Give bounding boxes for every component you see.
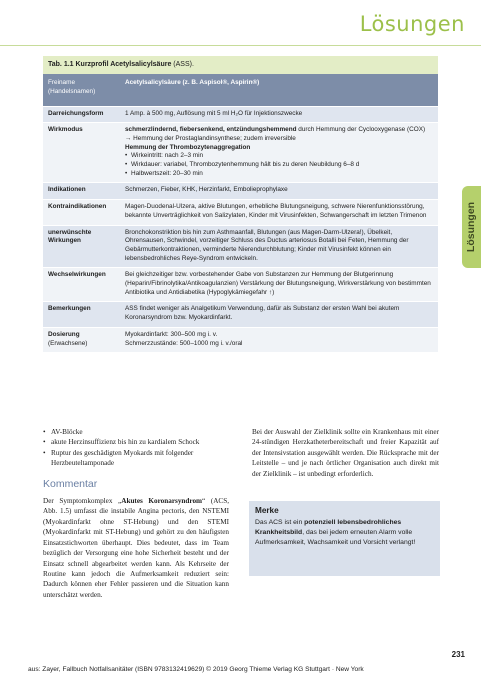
kommentar-paragraph — [43, 496, 229, 600]
row-key: Darreichungsform — [43, 106, 120, 123]
table-row — [43, 183, 438, 200]
row-key: Kontraindikationen — [43, 200, 120, 225]
wirkmodus-bullet: • Wirkeintritt: nach 2–3 min — [125, 152, 433, 161]
caption-suffix: (ASS). — [173, 61, 194, 68]
header-value: Acetylsalicylsäure (z. B. Aspisol®, Aspirin®) — [120, 74, 438, 106]
profile-table — [43, 74, 438, 353]
dosierung-line: Myokardinfarkt: 300–500 mg i. v. — [125, 330, 218, 338]
kommentar-term: Akutes Koronarsyndrom — [121, 496, 203, 505]
page-number: 231 — [451, 650, 465, 659]
row-value: Bronchokonstriktion bis hin zum Asthmaanfall, Blutungen (aus Magen-Darm-Ulzera!), Übelkeit, Ohrensausen, Schwindel, vorzeitiger Schluss des Ductus arteriosus Botalli bei Feten, Hemmung der Gebärmutterkontraktionen, verminderte Nierendurchblutung; Kinder mit Virusinfekt können ein lebensbedrohliches Reye-Syndrom entwickeln. — [120, 225, 438, 268]
copyright-footer: aus: Zayer, Fallbuch Notfallsanitäter (ISBN 9783132419629) © 2019 Georg Thieme Verlag KG Stuttgart · New York — [28, 666, 364, 673]
left-column — [43, 427, 229, 600]
table-row — [43, 268, 438, 302]
row-value: Schmerzen, Fieber, KHK, Herzinfarkt, Embolieprophylaxe — [120, 183, 438, 200]
wirkmodus-bold: schmerzlindernd, fiebersenkend, entzündungshemmend — [125, 126, 297, 134]
kommentar-text-start: Der Symptomkomplex „ — [43, 496, 122, 505]
wirkmodus-bold-line: Hemmung der Thrombozytenaggregation — [125, 143, 251, 151]
caption-title: Kurzprofil Acetylsalicylsäure — [75, 61, 172, 68]
caption-number: Tab. 1.1 — [48, 61, 74, 68]
row-key: Indikationen — [43, 183, 120, 200]
side-tab-label: Lösungen — [465, 201, 478, 253]
row-key: Wirkmodus — [43, 123, 120, 183]
row-key: Bemerkungen — [43, 302, 120, 327]
page-section-title: Lösungen — [359, 12, 465, 36]
row-value: Magen-Duodenal-Ulzera, aktive Blutungen, erhebliche Blutungsneigung, schwere Nierenfunktionsstörung, bekannte Unverträglichkeit von Salizylaten, Kinder mit Virusinfekten, Schwangerschaft im letzten Trimenon — [120, 200, 438, 225]
table-row — [43, 225, 438, 268]
wirkmodus-bullet: • Halbwertszeit: 20–30 min — [125, 170, 433, 179]
merke-text-start: Das ACS ist ein — [255, 519, 305, 526]
kommentar-text-rest: “ (ACS, Abb. 1.5) umfasst die instabile Angina pectoris, den NSTEMI (Myokardinfarkt ohne ST-Hebung) und den STEMI (Myokardinfarkt mit ST-Hebung) und gehört zu den häufigsten Einsatzstichworten überhaupt. Dies bedeutet, dass im Team bezüglich der Versorgung eine hohe Sicherheit besteht und der Einsatz schnell abgearbeitet werden kann. Als Kehrseite der Routine kann jedoch die Aufmerksamkeit reduziert sein: Dadurch können eher Fehler passieren und die Situation kann unterschätzt werden. — [43, 496, 229, 599]
list-item: • AV-Blöcke — [43, 427, 229, 437]
wirkmodus-rest: durch Hemmung der Cyclooxygenase (COX) → Hemmung der Prostaglandinsynthese; zudem irreversible — [125, 126, 426, 142]
wirkmodus-bullet: • Wirkdauer: variabel, Thrombozytenhemmung hält bis zu deren Neubildung 6–8 d — [125, 161, 433, 170]
row-value: ASS findet weniger als Analgetikum Verwendung, dafür als Substanz der ersten Wahl bei akutem Koronarsyndrom bzw. Myokardinfarkt. — [120, 302, 438, 327]
section-side-tab — [462, 186, 481, 268]
table-row — [43, 200, 438, 225]
table-row — [43, 327, 438, 352]
table-row — [43, 106, 438, 123]
table-caption — [43, 56, 438, 74]
row-value — [120, 327, 438, 352]
row-key — [43, 327, 120, 352]
kommentar-heading: Kommentar — [43, 477, 98, 490]
dosierung-key: Dosierung — [48, 330, 80, 338]
wirkmodus-text — [125, 126, 433, 143]
row-key: Wechselwirkungen — [43, 268, 120, 302]
drug-profile-table — [43, 56, 438, 353]
dosierung-line: Schmerzzustände: 500–1000 mg i. v./oral — [125, 339, 243, 347]
dosierung-key-sub: (Erwachsene) — [48, 339, 88, 347]
list-item: • akute Herzinsuffizienz bis hin zu kardialem Schock — [43, 437, 229, 447]
row-value: Bei gleichzeitiger bzw. vorbestehender Gabe von Substanzen zur Hemmung der Blutgerinnung (Heparin/Fibrinolytika/Antikoagulanzien) Verstärkung der Blutungsneigung, Wirkverstärkung von bestimmten Antibiotika und Antidiabetika (Hypoglykämiegefahr ↑) — [120, 268, 438, 302]
header-divider — [0, 45, 481, 46]
row-value — [120, 123, 438, 183]
merke-emphasis: potenziell lebensbedrohliches Krankheitsbild — [255, 519, 402, 537]
right-column-paragraph: Bei der Auswahl der Zielklinik sollte ein Krankenhaus mit einer 24-stündigen Herzkatheterbereitschaft und freier Kapazität auf der Intensivstation ausgewählt werden. Die Rücksprache mit der Leitstelle – und je nach örtlicher Organisation auch direkt mit der Zielklinik – ist unbedingt erforderlich. — [252, 428, 439, 478]
merke-text — [255, 518, 434, 549]
merke-text-rest: , das bei jedem erneuten Alarm volle Aufmerksamkeit, Wachsamkeit und Vorsicht verlangt! — [255, 529, 416, 547]
table-row — [43, 123, 438, 183]
merke-heading: Merke — [255, 506, 279, 515]
list-item: • Ruptur des geschädigten Myokards mit folgender Herzbeuteltamponade — [43, 448, 229, 469]
row-key: unerwünschte Wirkungen — [43, 225, 120, 268]
table-row — [43, 302, 438, 327]
merke-box — [249, 501, 440, 576]
table-header-row — [43, 74, 438, 106]
row-value: 1 Amp. à 500 mg, Auflösung mit 5 ml H₂O für Injektionszwecke — [120, 106, 438, 123]
header-key: Freiname (Handelsnamen) — [43, 74, 120, 106]
